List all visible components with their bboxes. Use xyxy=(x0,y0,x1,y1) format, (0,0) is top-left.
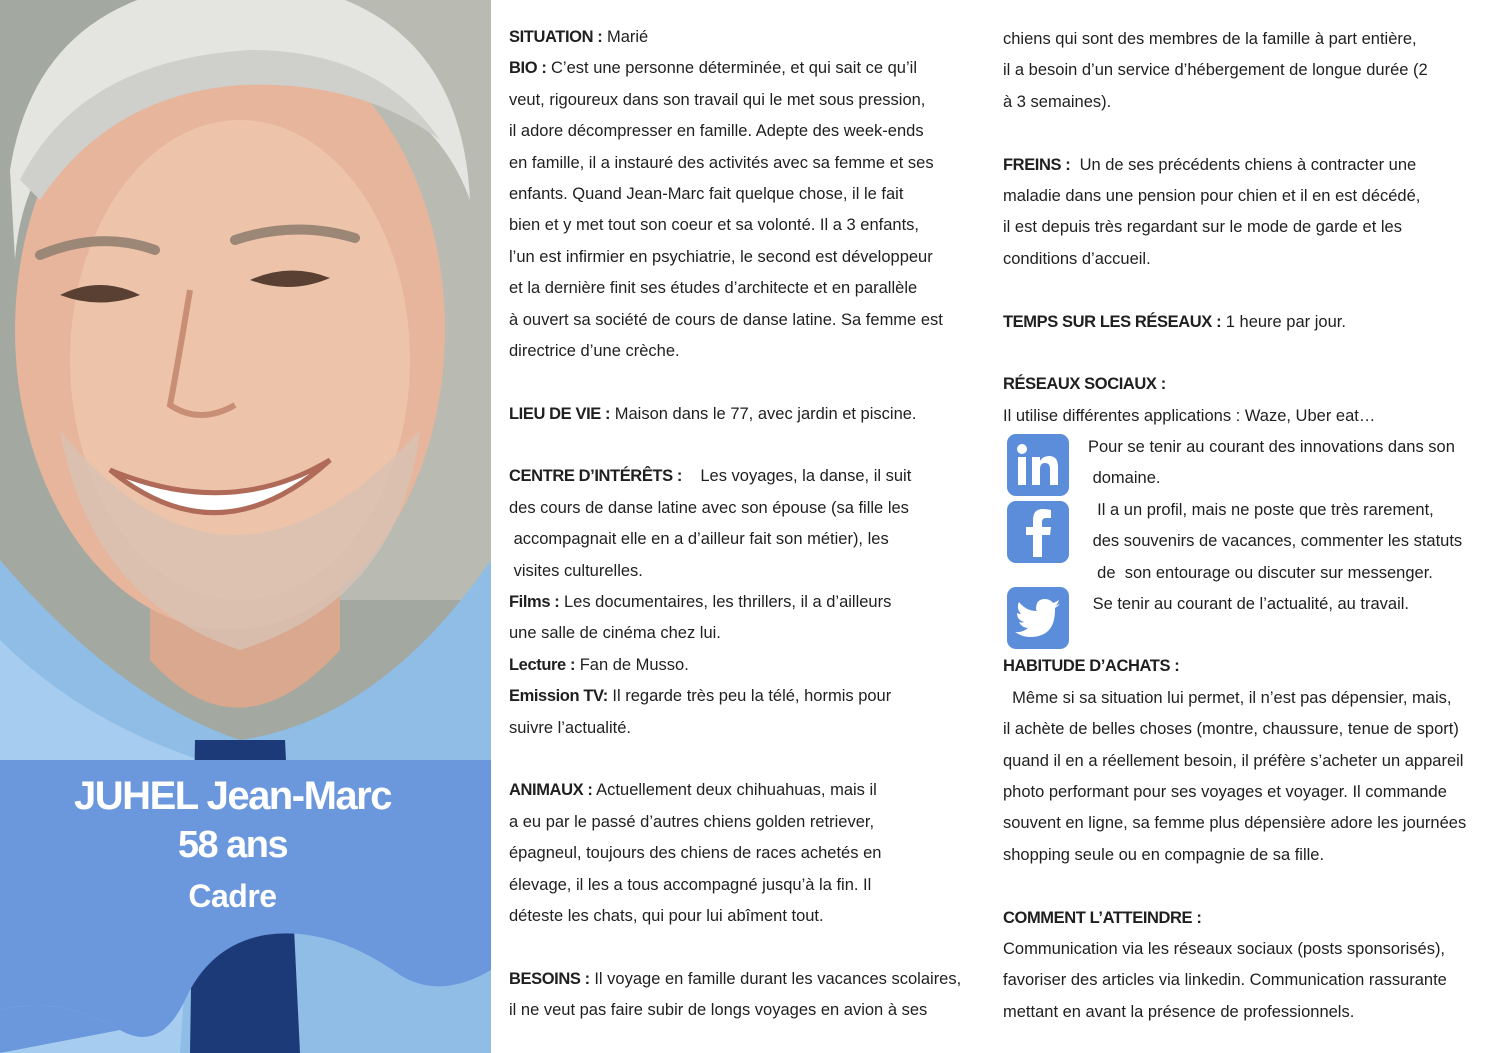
linkedin-text: domaine. xyxy=(1088,469,1161,488)
lieu-label: LIEU DE VIE : xyxy=(509,404,611,423)
besoins-line xyxy=(509,964,979,995)
facebook-text: de son entourage ou discuter sur messenger. xyxy=(1088,563,1433,582)
reseaux-label: RÉSEAUX SOCIAUX : xyxy=(1003,375,1166,394)
bio-text: l’un est infirmier en psychiatrie, le second est développeur xyxy=(509,247,933,266)
besoins-text: Il voyage en famille durant les vacances scolaires, xyxy=(594,969,962,988)
achats-text: quand il en a réellement besoin, il préfère s’acheter un appareil xyxy=(1003,751,1464,770)
achats-text: souvent en ligne, sa femme plus dépensière adore les journées xyxy=(1003,814,1467,833)
lecture-line xyxy=(509,650,979,681)
facebook-row xyxy=(1003,495,1483,589)
interets-line xyxy=(509,461,979,492)
interets-text: Les voyages, la danse, il suit xyxy=(700,467,912,486)
atteindre-label: COMMENT L’ATTEINDRE : xyxy=(1003,908,1202,927)
twitter-icon[interactable] xyxy=(1007,587,1069,649)
right-column xyxy=(1003,24,1483,1028)
bio-label: BIO : xyxy=(509,59,547,78)
freins-text: conditions d’accueil. xyxy=(1003,249,1151,268)
bio-text: il adore décompresser en famille. Adepte des week-ends xyxy=(509,122,924,141)
interets-text: visites culturelles. xyxy=(509,561,643,580)
lieu-line xyxy=(509,399,979,430)
reseaux-heading xyxy=(1003,369,1483,400)
bio-text: bien et y met tout son coeur et sa volonté. Il a 3 enfants, xyxy=(509,216,919,235)
interets-text: accompagnait elle en a d’ailleur fait son métier), les xyxy=(509,530,889,549)
freins-label: FREINS : xyxy=(1003,155,1071,174)
films-text: Les documentaires, les thrillers, il a d’ailleurs xyxy=(563,593,892,612)
atteindre-heading xyxy=(1003,903,1483,934)
animaux-text: élevage, il les a tous accompagné jusqu’à la fin. Il xyxy=(509,875,872,894)
linkedin-icon[interactable] xyxy=(1007,434,1069,496)
bio-line xyxy=(509,53,979,84)
animaux-label: ANIMAUX : xyxy=(509,781,593,800)
achats-text: Même si sa situation lui permet, il n’est pas dépensier, mais, xyxy=(1003,688,1452,707)
facebook-text: Il a un profil, mais ne poste que très rarement, xyxy=(1088,500,1434,519)
atteindre-text: mettant en avant la présence de professionnels. xyxy=(1003,1002,1355,1021)
animaux-text: a eu par le passé d’autres chiens golden retriever, xyxy=(509,812,875,831)
atteindre-text: Communication via les réseaux sociaux (posts sponsorisés), xyxy=(1003,939,1446,958)
interets-label: CENTRE D’INTÉRÊTS : xyxy=(509,467,682,486)
portrait-photo xyxy=(0,0,491,1053)
facebook-icon[interactable] xyxy=(1007,501,1069,563)
animaux-text: Actuellement deux chihuahuas, mais il xyxy=(596,781,877,800)
freins-text: maladie dans une pension pour chien et il en est décédé, xyxy=(1003,186,1421,205)
besoins-text: à 3 semaines). xyxy=(1003,92,1112,111)
name-card xyxy=(0,760,491,1053)
animaux-text: déteste les chats, qui pour lui abîment tout. xyxy=(509,906,824,925)
besoins-text: chiens qui sont des membres de la famille à part entière, xyxy=(1003,30,1417,48)
bio-text: à ouvert sa société de cours de danse latine. Sa femme est xyxy=(509,310,943,329)
linkedin-row xyxy=(1003,432,1483,495)
person-age: 58 ans xyxy=(177,824,288,866)
temps-line xyxy=(1003,307,1483,338)
interets-text: des cours de danse latine avec son épouse (sa fille les xyxy=(509,498,909,517)
films-text: une salle de cinéma chez lui. xyxy=(509,624,721,643)
achats-text: photo performant pour ses voyages et voyager. Il commande xyxy=(1003,782,1447,801)
films-label: Films : xyxy=(509,593,560,612)
bio-text: C’est une personne déterminée, et qui sait ce qu’il xyxy=(551,59,917,78)
twitter-row xyxy=(1003,589,1483,620)
besoins-label: BESOINS : xyxy=(509,969,590,988)
person-name: JUHEL Jean-Marc xyxy=(74,774,391,818)
animaux-line xyxy=(509,775,979,806)
facebook-text: des souvenirs de vacances, commenter les statuts xyxy=(1088,532,1463,551)
freins-text: il est depuis très regardant sur le mode de garde et les xyxy=(1003,218,1402,237)
emission-text: Il regarde très peu la télé, hormis pour xyxy=(612,687,892,706)
reseaux-intro: Il utilise différentes applications : Waze, Uber eat… xyxy=(1003,406,1376,425)
situation-label: SITUATION : xyxy=(509,28,603,46)
bio-text: et la dernière finit ses études d’architecte et en parallèle xyxy=(509,279,918,298)
freins-line xyxy=(1003,150,1483,181)
bio-text: veut, rigoureux dans son travail qui le met sous pression, xyxy=(509,90,926,109)
achats-text: il achète de belles choses (montre, chaussure, tenue de sport) xyxy=(1003,720,1459,739)
besoins-text: il ne veut pas faire subir de longs voyages en avion à ses xyxy=(509,1001,928,1020)
emission-line xyxy=(509,681,979,712)
achats-heading xyxy=(1003,651,1483,682)
bio-text: directrice d’une crèche. xyxy=(509,341,680,360)
achats-text: shopping seule ou en compagnie de sa fille. xyxy=(1003,845,1325,864)
bio-text: enfants. Quand Jean-Marc fait quelque chose, il le fait xyxy=(509,184,904,203)
emission-text: suivre l’actualité. xyxy=(509,718,631,737)
besoins-text: il a besoin d’un service d’hébergement de longue durée (2 xyxy=(1003,61,1428,80)
atteindre-text: favoriser des articles via linkedin. Communication rassurante xyxy=(1003,971,1447,990)
person-job: Cadre xyxy=(188,878,277,914)
lecture-label: Lecture : xyxy=(509,655,576,674)
animaux-text: épagneul, toujours des chiens de races achetés en xyxy=(509,844,882,863)
lecture-value: Fan de Musso. xyxy=(579,655,689,674)
emission-label: Emission TV: xyxy=(509,687,608,706)
freins-text: Un de ses précédents chiens à contracter une xyxy=(1079,155,1417,174)
twitter-text: Se tenir au courant de l’actualité, au travail. xyxy=(1088,595,1410,614)
situation-value: Marié xyxy=(606,28,649,46)
situation-line xyxy=(509,22,979,53)
lieu-value: Maison dans le 77, avec jardin et piscine. xyxy=(614,404,917,423)
bio-text: en famille, il a instauré des activités avec sa femme et ses xyxy=(509,153,934,172)
temps-value: 1 heure par jour. xyxy=(1225,312,1346,331)
achats-label: HABITUDE D’ACHATS : xyxy=(1003,657,1180,676)
linkedin-text: Pour se tenir au courant des innovations dans son xyxy=(1088,438,1455,457)
middle-column xyxy=(509,22,979,1027)
films-line xyxy=(509,587,979,618)
temps-label: TEMPS SUR LES RÉSEAUX : xyxy=(1003,312,1222,331)
